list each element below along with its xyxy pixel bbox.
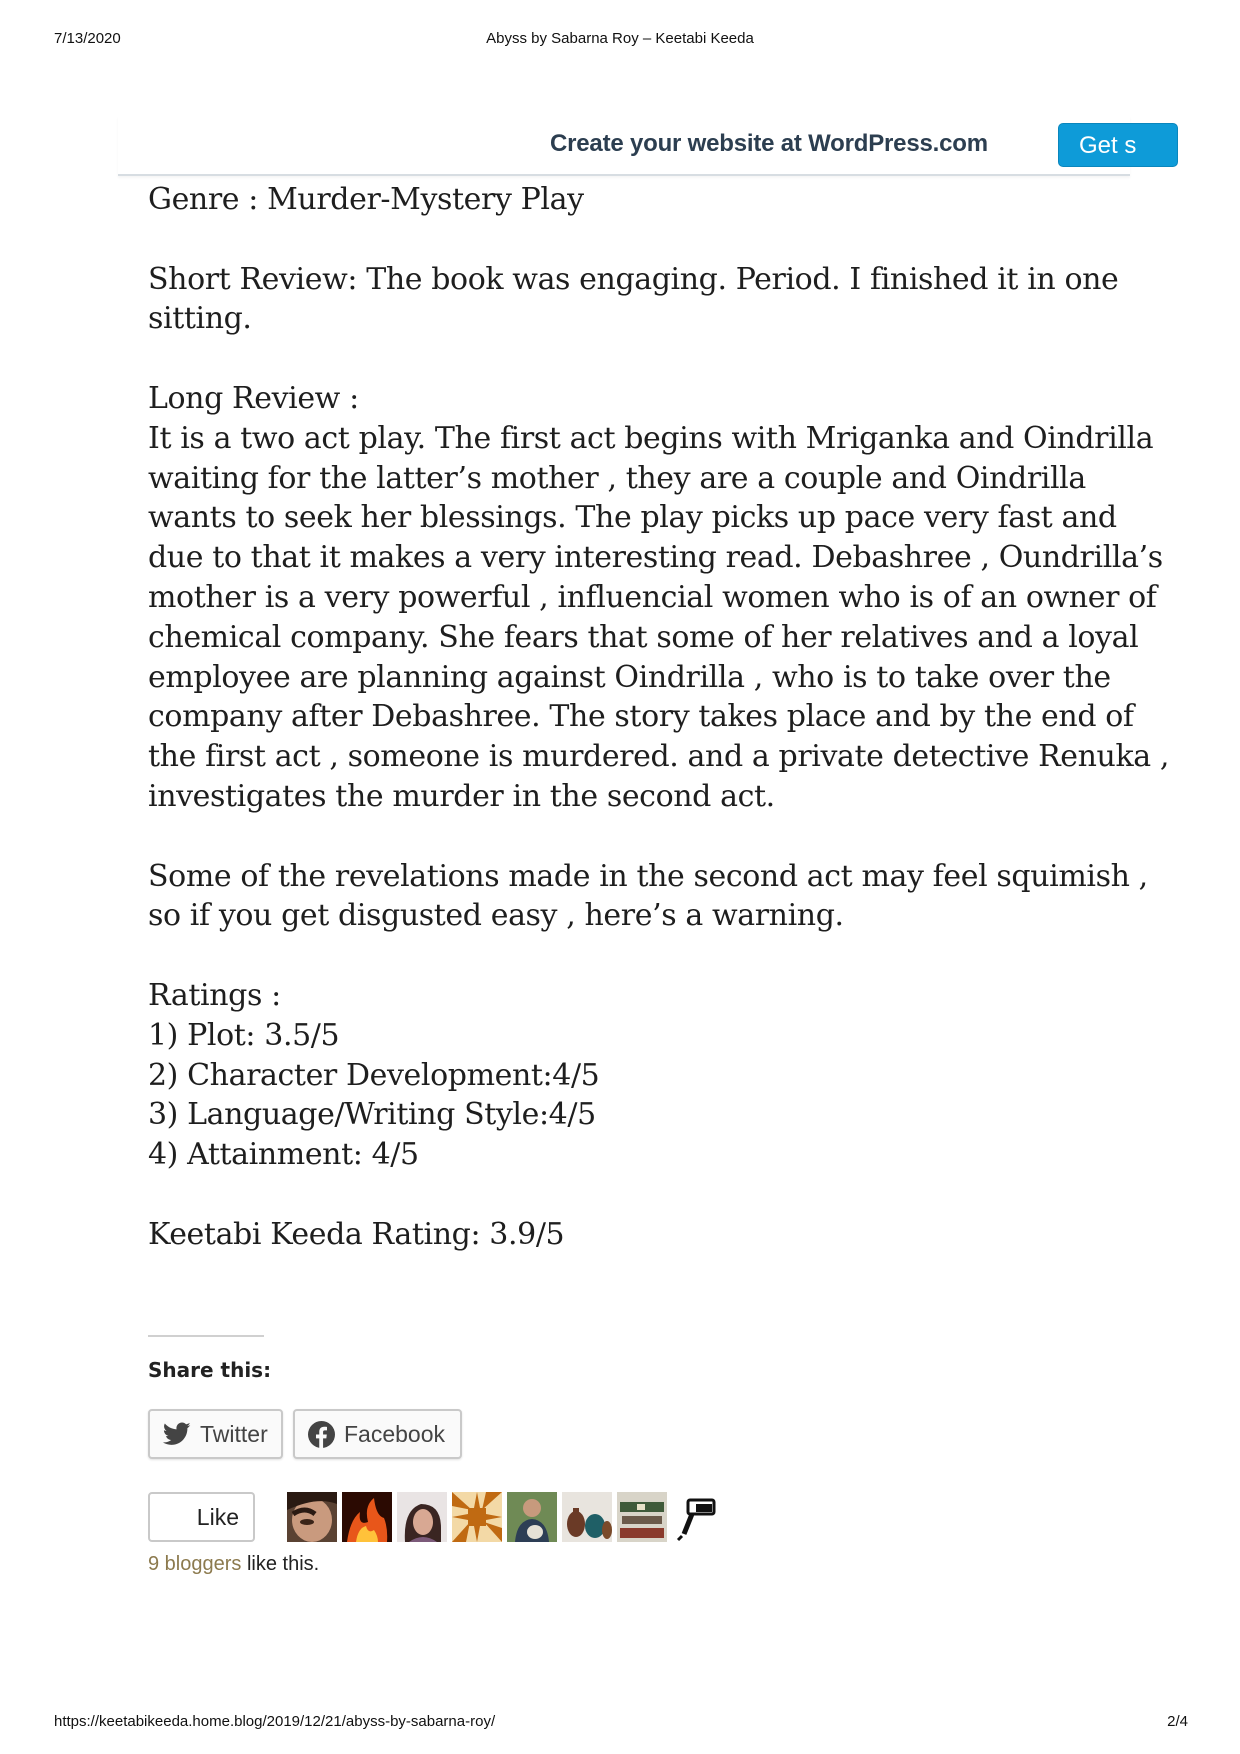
- rating-item: 3) Language/Writing Style:4/5: [148, 1097, 596, 1133]
- share-divider: [148, 1335, 264, 1337]
- create-website-link[interactable]: Create your website at WordPress.com: [550, 130, 988, 157]
- print-page-title: Abyss by Sabarna Roy – Keetabi Keeda: [486, 30, 754, 47]
- get-started-button[interactable]: Get s: [1058, 123, 1178, 167]
- avatar-1[interactable]: [287, 1492, 337, 1542]
- bloggers-count-link[interactable]: 9 bloggers: [148, 1553, 242, 1575]
- rating-item: 2) Character Development:4/5: [148, 1057, 600, 1093]
- avatar-3[interactable]: [397, 1492, 447, 1542]
- print-header: [0, 30, 1240, 52]
- likes-summary: [148, 1553, 319, 1576]
- facebook-f-icon: [308, 1421, 335, 1448]
- short-review: Short Review: The book was engaging. Period. I finished it in one sitting.: [148, 261, 1119, 337]
- post-content: [148, 150, 1170, 1294]
- long-review-heading: Long Review :: [148, 380, 359, 416]
- share-twitter-button[interactable]: [148, 1409, 283, 1459]
- avatar-4[interactable]: [452, 1492, 502, 1542]
- like-button[interactable]: Like: [148, 1492, 255, 1542]
- share-facebook-button[interactable]: [293, 1409, 462, 1459]
- print-url: https://keetabikeeda.home.blog/2019/12/21/abyss-by-sabarna-roy/: [54, 1713, 496, 1730]
- ratings-heading: Ratings :: [148, 977, 281, 1013]
- genre-line: Genre : Murder-Mystery Play: [148, 182, 584, 217]
- avatar-6[interactable]: [562, 1492, 612, 1542]
- share-title: Share this:: [148, 1358, 272, 1382]
- likes-suffix: like this.: [241, 1553, 320, 1575]
- twitter-label: Twitter: [200, 1420, 268, 1447]
- twitter-bird-icon: [163, 1422, 191, 1446]
- rating-item: 4) Attainment: 4/5: [148, 1137, 419, 1173]
- avatar-8[interactable]: [672, 1492, 722, 1542]
- avatar-2[interactable]: [342, 1492, 392, 1542]
- overall-rating: Keetabi Keeda Rating: 3.9/5: [148, 1216, 565, 1252]
- long-review: Long Review : It is a two act play. The first act begins with Mriganka and Oindrilla waiting for the latter’s mother , they are a couple and Oindrilla wants to seek her blessings. The play picks up pace very fast and due to that it makes a very interesting read. Debashree , Oundrilla’s mother is a very powerful , influencial women who is of an owner of chemical company. She fears that some of her relatives and a loyal employee are planning against Oindrilla , who is to take over the company after Debashree. The story takes place and by the end of the first act , someone is murdered. and a private detective Renuka , investigates the murder in the second act.: [148, 380, 1170, 814]
- facebook-label: Facebook: [344, 1420, 446, 1447]
- wordpress-banner: [118, 116, 1137, 176]
- print-date: 7/13/2020: [54, 30, 121, 47]
- warning-paragraph: Some of the revelations made in the second act may feel squimish , so if you get disgusted easy , here’s a warning.: [148, 858, 1148, 934]
- page-number: 2/4: [1167, 1713, 1188, 1730]
- avatar-7[interactable]: [617, 1492, 667, 1542]
- avatar-5[interactable]: [507, 1492, 557, 1542]
- ratings: [148, 976, 1108, 1175]
- print-footer: [0, 1713, 1240, 1735]
- rating-item: 1) Plot: 3.5/5: [148, 1017, 340, 1053]
